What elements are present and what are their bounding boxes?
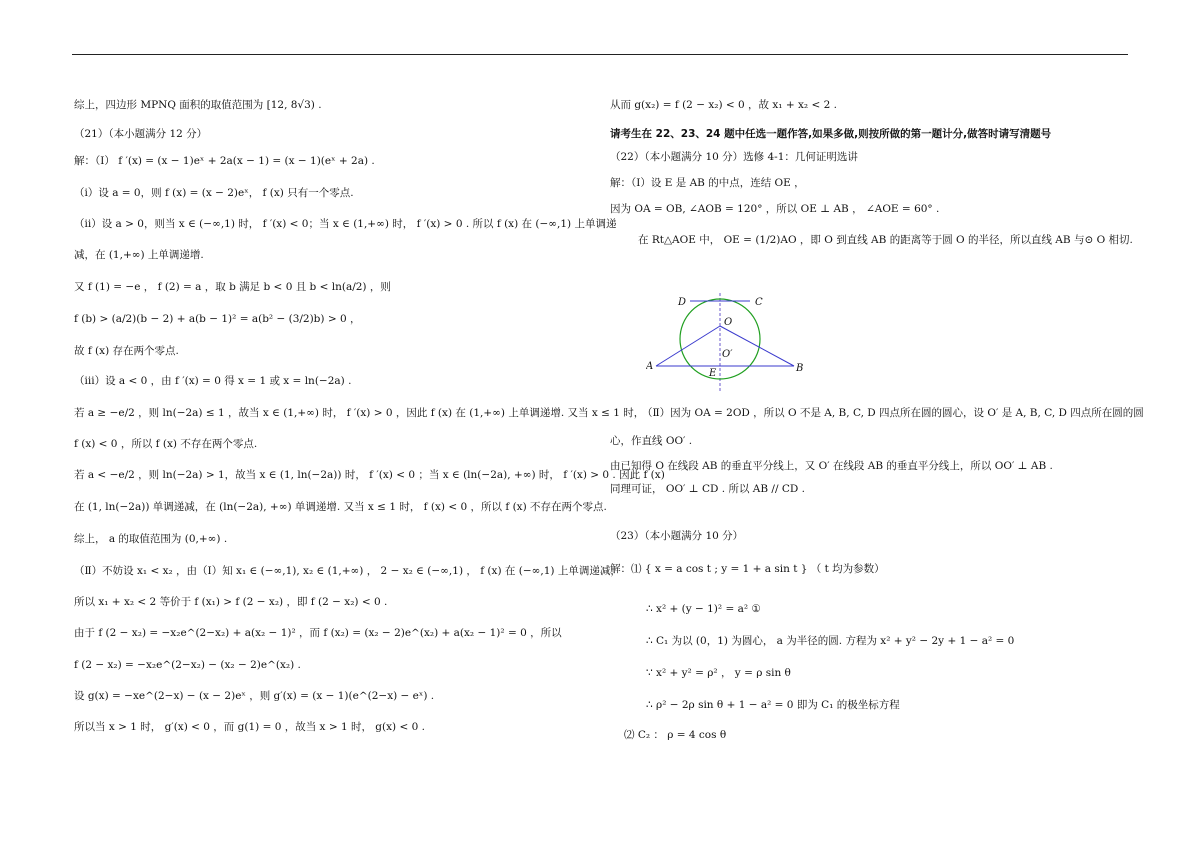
text-line: f (b) > (a/2)(b − 2) + a(b − 1)² = a(b² − (3/2)b) > 0 ， xyxy=(74,313,361,325)
text-line: ∵ x² + y² = ρ² ， y = ρ sin θ xyxy=(646,667,791,679)
text-line: 若 a ≥ −e/2 ，则 ln(−2a) ≤ 1 ，故当 x ∈ (1,+∞) 时， f ′(x) > 0 ，因此 f (x) 在 (1,+∞) 上单调递增. 又当 x ≤ 1 时， xyxy=(74,407,645,419)
text-line: （22）（本小题满分 10 分）选修 4-1：几何证明选讲 xyxy=(610,151,858,163)
text-line: ∴ C₁ 为以 (0，1) 为圆心， a 为半径的圆. 方程为 x² + y² − 2y + 1 − a² = 0 xyxy=(646,635,1015,647)
text-line: （ii）设 a > 0，则当 x ∈ (−∞,1) 时， f ′(x) < 0；当 x ∈ (1,+∞) 时， f ′(x) > 0 . 所以 f (x) 在 (−∞,1) 上单调递 xyxy=(74,218,617,230)
text-line: ∴ x² + (y − 1)² = a² ① xyxy=(646,603,761,615)
label-D: D xyxy=(678,297,687,308)
segment-OB xyxy=(720,326,794,366)
text-line: 在 (1, ln(−2a)) 单调递减，在 (ln(−2a), +∞) 单调递增. 又当 x ≤ 1 时， f (x) < 0 ，所以 f (x) 不存在两个零点. xyxy=(74,501,607,513)
text-line: 从而 g(x₂) = f (2 − x₂) < 0 ，故 x₁ + x₂ < 2 . xyxy=(610,99,837,111)
text-line: 心，作直线 OO′ . xyxy=(610,435,693,447)
text-line: 同理可证， OO′ ⊥ CD . 所以 AB // CD . xyxy=(610,483,805,495)
text-line: 解：（Ⅰ）设 E 是 AB 的中点，连结 OE ， xyxy=(610,177,805,189)
text-line: 综上，四边形 MPNQ 面积的取值范围为 [12, 8√3) . xyxy=(74,99,322,111)
label-A: A xyxy=(646,361,654,372)
text-line: 所以当 x > 1 时， g′(x) < 0 ，而 g(1) = 0 ，故当 x > 1 时， g(x) < 0 . xyxy=(74,721,425,733)
text-line: 故 f (x) 存在两个零点. xyxy=(74,345,179,357)
text-line: （Ⅱ）不妨设 x₁ < x₂ ，由（Ⅰ）知 x₁ ∈ (−∞,1), x₂ ∈ (1,+∞) ， 2 − x₂ ∈ (−∞,1) ， f (x) 在 (−∞,1) 上单调递减， xyxy=(74,565,621,577)
figure-svg xyxy=(646,293,816,393)
text-line: （21）（本小题满分 12 分） xyxy=(74,128,208,140)
text-line: 解：⑴ { x = a cos t ; y = 1 + a sin t } （ t 均为参数） xyxy=(610,563,885,575)
text-line: 因为 OA = OB, ∠AOB = 120° ，所以 OE ⊥ AB ， ∠AOE = 60° . xyxy=(610,203,940,215)
text-line: 由于 f (2 − x₂) = −x₂e^(2−x₂) + a(x₂ − 1)² ，而 f (x₂) = (x₂ − 2)e^(x₂) + a(x₂ − 1)² = 0 ，所以 xyxy=(74,627,562,639)
text-line: 解：（Ⅰ） f ′(x) = (x − 1)eˣ + 2a(x − 1) = (x − 1)(eˣ + 2a) . xyxy=(74,155,375,167)
top-rule xyxy=(72,54,1128,55)
text-line: 所以 x₁ + x₂ < 2 等价于 f (x₁) > f (2 − x₂) ，即 f (2 − x₂) < 0 . xyxy=(74,596,388,608)
text-line: 综上， a 的取值范围为 (0,+∞) . xyxy=(74,533,228,545)
text-line: f (2 − x₂) = −x₂e^(2−x₂) − (x₂ − 2)e^(x₂) . xyxy=(74,659,301,671)
text-line: （23）（本小题满分 10 分） xyxy=(610,530,744,542)
text-line: f (x) < 0 ，所以 f (x) 不存在两个零点. xyxy=(74,438,258,450)
label-B: B xyxy=(796,363,804,374)
segment-OA xyxy=(656,326,720,366)
text-line: 在 Rt△AOE 中， OE = (1/2)AO ，即 O 到直线 AB 的距离等于圆 O 的半径，所以直线 AB 与⊙ O 相切. xyxy=(638,234,1133,246)
text-line: 若 a < −e/2 ，则 ln(−2a) > 1，故当 x ∈ (1, ln(−2a)) 时， f ′(x) < 0 ；当 x ∈ (ln(−2a), +∞) 时， f ′(x) > 0 . 因此 f (x) xyxy=(74,469,665,481)
text-line: （Ⅱ）因为 OA = 2OD ，所以 O 不是 A, B, C, D 四点所在圆的圆心，设 O′ 是 A, B, C, D 四点所在圆的圆 xyxy=(642,407,1144,419)
instruction-line: 请考生在 22、23、24 题中任选一题作答,如果多做,则按所做的第一题计分,做答时请写清题号 xyxy=(610,128,1052,140)
label-E: E xyxy=(709,368,717,379)
text-line: 又 f (1) = −e ， f (2) = a ，取 b 满足 b < 0 且 b < ln(a/2) ，则 xyxy=(74,281,391,293)
text-line: （i）设 a = 0，则 f (x) = (x − 2)eˣ， f (x) 只有一个零点. xyxy=(74,187,354,199)
text-line: ∴ ρ² − 2ρ sin θ + 1 − a² = 0 即为 C₁ 的极坐标方程 xyxy=(646,699,900,711)
geometry-figure xyxy=(646,293,816,396)
text-line: 减，在 (1,+∞) 上单调递增. xyxy=(74,249,204,261)
text-line: 设 g(x) = −xe^(2−x) − (x − 2)eˣ ，则 g′(x) = (x − 1)(e^(2−x) − eˣ) . xyxy=(74,690,435,702)
label-C: C xyxy=(755,297,763,308)
text-line: 由已知得 O 在线段 AB 的垂直平分线上，又 O′ 在线段 AB 的垂直平分线上，所以 OO′ ⊥ AB . xyxy=(610,460,1053,472)
text-line: ⑵ C₂ ： ρ = 4 cos θ xyxy=(624,729,727,741)
label-O: O xyxy=(724,317,733,328)
label-O-prime: O′ xyxy=(722,349,733,360)
text-line: （iii）设 a < 0 ，由 f ′(x) = 0 得 x = 1 或 x = ln(−2a) . xyxy=(74,375,352,387)
